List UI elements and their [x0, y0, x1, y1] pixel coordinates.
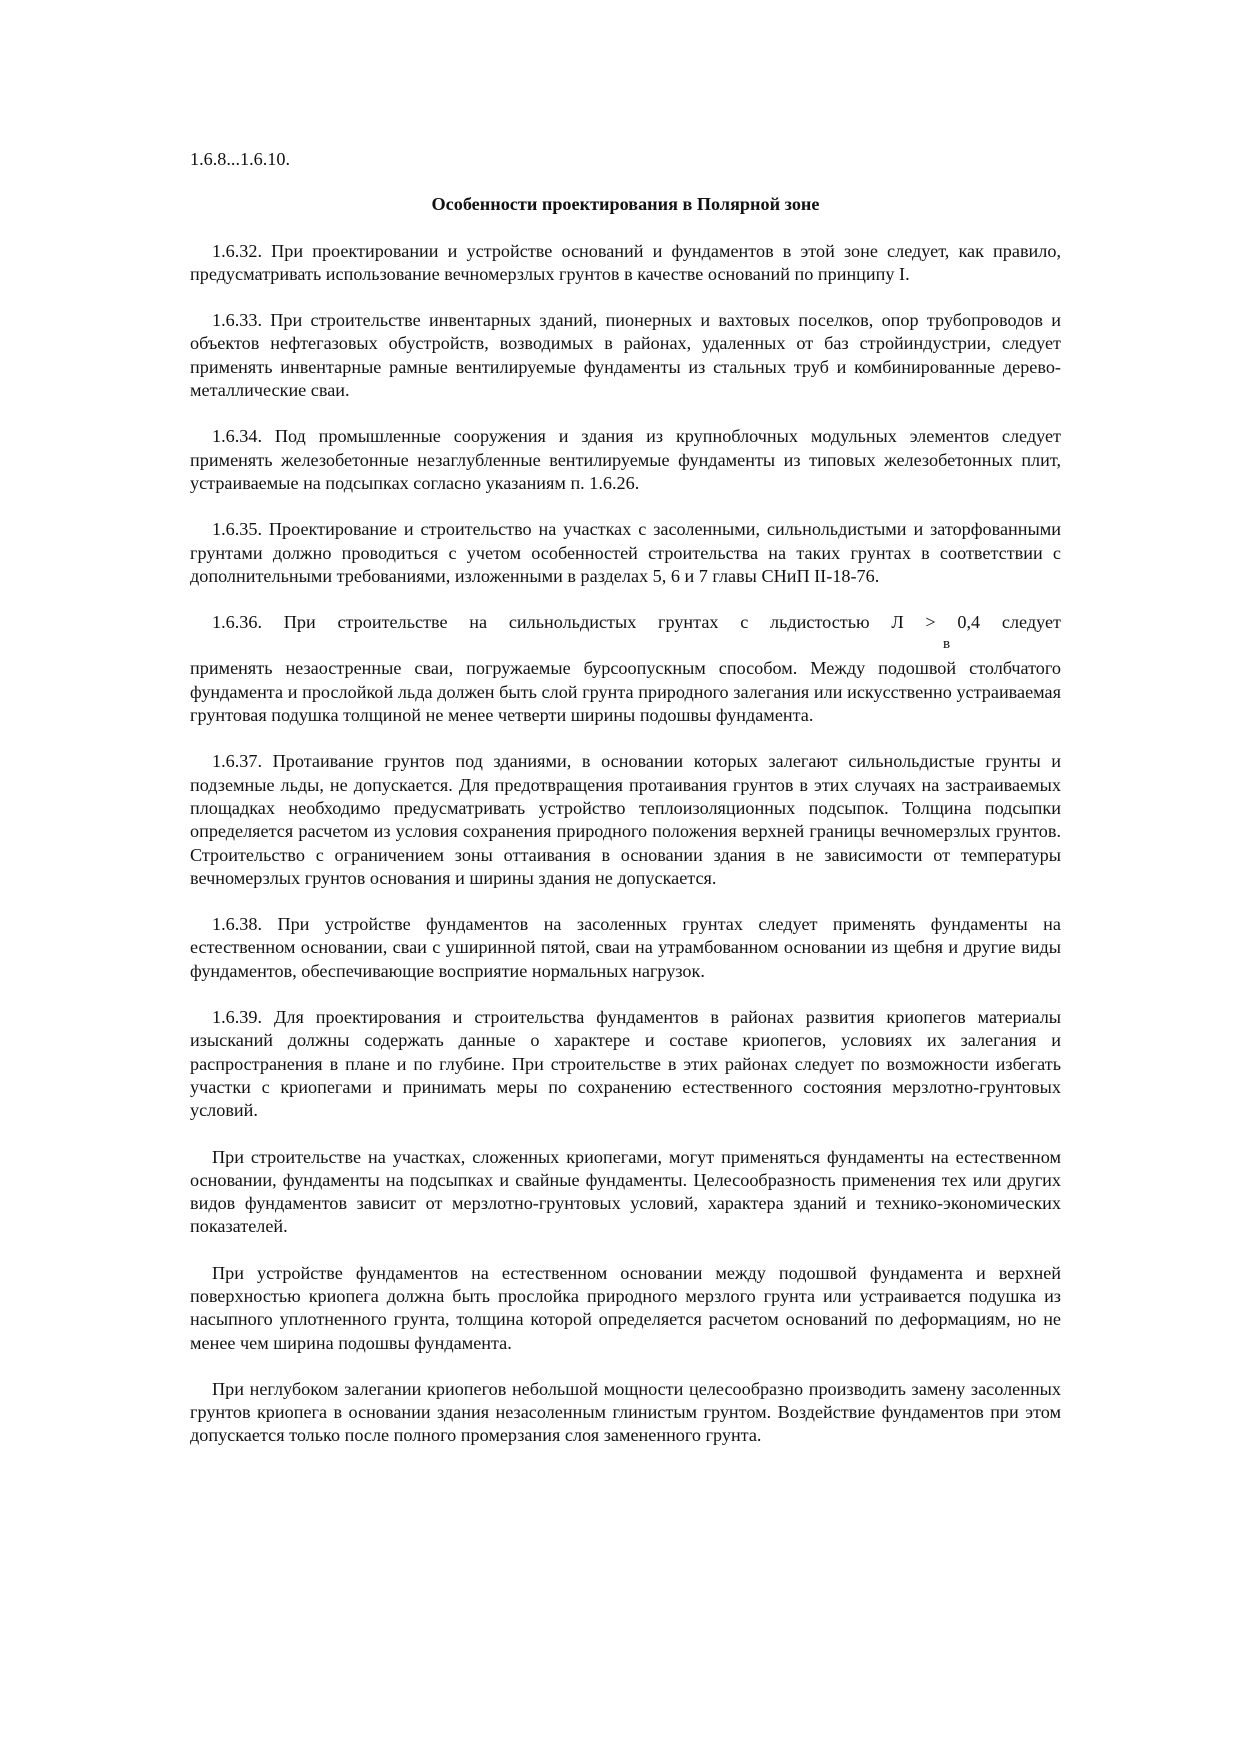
paragraph-natural-base: При устройстве фундаментов на естественном основании между подошвой фундамента и верхней поверхностью криопега должна быть прослойка природного мерзлого грунта или устраивается подушка из насыпного уплотненного грунта, толщина которой определяется расчетом оснований по деформациям, но не менее чем ширина подошвы фундамента. [190, 1262, 1061, 1353]
paragraph-1-6-37: 1.6.37. Протаивание грунтов под зданиями, в основании которых залегают сильнольдистые грунты и подземные льды, не допускается. Для предотвращения протаивания грунтов в этих случаях на застраиваемых площадках необходимо предусматривать устройство теплоизоляционных подсыпок. Толщина подсыпки определяется расчетом из условия сохранения природного положения верхней границы вечномерзлых грунтов. Строительство с ограничением зоны оттаивания в основании здания в не зависимости от температуры вечномерзлых грунтов основания и ширины здания не допускается. [190, 751, 1061, 888]
paragraph-1-6-36-first-line: 1.6.36. При строительстве на сильнольдистых грунтах с льдистостью Л > 0,4 следует [212, 612, 1061, 633]
paragraph-cryopeg-foundations: При строительстве на участках, сложенных криопегами, могут применяться фундаменты на естественном основании, фундаменты на подсыпках и свайные фундаменты. Целесообразность применения тех или других видов фундаментов зависит от мерзлотно-грунтовых условий, характера зданий и технико-экономических показателей. [190, 1146, 1061, 1237]
paragraph-1-6-33: 1.6.33. При строительстве инвентарных зданий, пионерных и вахтовых поселков, опор трубопроводов и объектов нефтегазовых обустройств, возводимых в районах, удаленных от баз стройиндустрии, следует применять инвентарные рамные вентилируемые фундаменты из стальных труб и комбинированные дерево-металлические сваи. [190, 310, 1061, 401]
paragraph-1-6-39: 1.6.39. Для проектирования и строительства фундаментов в районах развития криопегов материалы изысканий должны содержать данные о характере и составе криопегов, условиях их залегания и распространения в плане и по глубине. При строительстве в этих районах следует по возможности избегать участки с криопегами и принимать меры по сохранению естественного состояния мерзлотно-грунтовых условий. [190, 1007, 1061, 1121]
document-page [190, 148, 1061, 1471]
paragraph-1-6-36-rest: применять незаостренные сваи, погружаемые бурсоопускным способом. Между подошвой столбчатого фундамента и прослойкой льда должен быть слой грунта природного залегания или искусственно устраиваемая грунтовая подушка толщиной не менее четверти ширины подошвы фундамента. [190, 658, 1061, 726]
section-title: Особенности проектирования в Полярной зоне [431, 194, 820, 215]
paragraph-1-6-35: 1.6.35. Проектирование и строительство на участках с засоленными, сильнольдистыми и заторфованными грунтами должно проводиться с учетом особенностей строительства на таких грунтах в соответствии с дополнительными требованиями, изложенными в разделах 5, 6 и 7 главы СНиП II-18-76. [190, 519, 1061, 586]
paragraph-1-6-32: 1.6.32. При проектировании и устройстве оснований и фундаментов в этой зоне следует, как правило, предусматривать использование вечномерзлых грунтов в качестве оснований по принципу I. [190, 240, 1061, 284]
subscript-v: в [943, 636, 951, 653]
paragraph-1-6-34: 1.6.34. Под промышленные сооружения и здания из крупноблочных модульных элементов следует применять железобетонные незаглубленные вентилируемые фундаменты из типовых железобетонных плит, устраиваемые на подсыпках согласно указаниям п. 1.6.26. [190, 426, 1061, 493]
paragraph-1-6-36-subscript-line [190, 634, 1061, 657]
section-reference: 1.6.8...1.6.10. [190, 149, 291, 169]
paragraph-1-6-38: 1.6.38. При устройстве фундаментов на засоленных грунтах следует применять фундаменты на естественном основании, сваи с уширинной пятой, сваи на утрамбованном основании из щебня и другие виды фундаментов, обеспечивающие восприятие нормальных нагрузок. [190, 914, 1061, 981]
paragraph-shallow-cryopeg: При неглубоком залегании криопегов небольшой мощности целесообразно производить замену засоленных грунтов криопега в основании здания незасоленным глинистым грунтом. Воздействие фундаментов при этом допускается только после полного промерзания слоя замененного грунта. [190, 1378, 1061, 1446]
